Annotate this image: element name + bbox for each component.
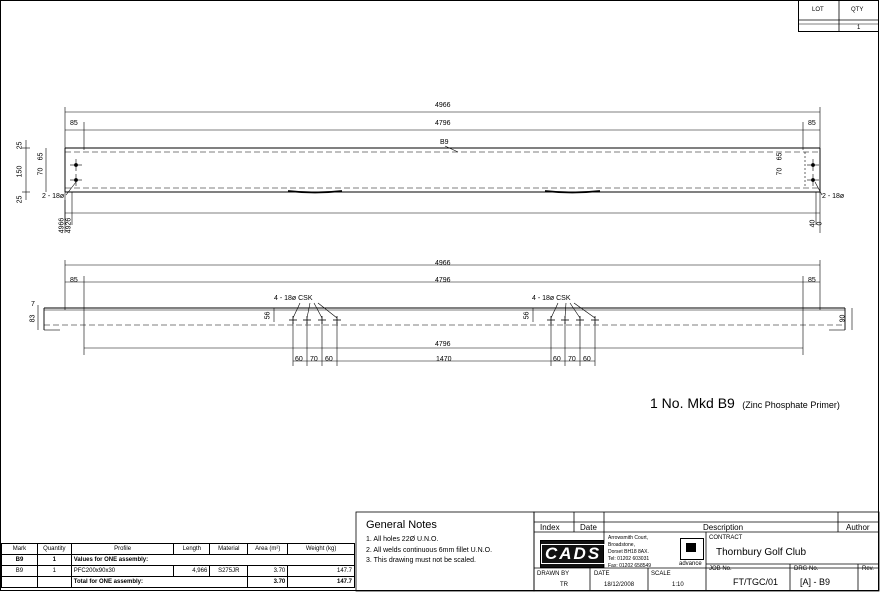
rev-label: Rev.	[862, 566, 874, 572]
table-cell: 3.70	[248, 577, 288, 588]
elev-end-dim-right: 85	[808, 277, 816, 284]
author-label: Author	[846, 523, 870, 532]
table-cell: Values for ONE assembly:	[71, 555, 354, 566]
elev-spacing-left-a: 60	[295, 356, 303, 363]
col-profile: Profile	[71, 544, 174, 555]
general-notes-title: General Notes	[366, 519, 437, 531]
scale-value: 1:10	[672, 582, 684, 588]
col-quantity: Quantity	[37, 544, 71, 555]
elev-spacing-right-c: 60	[583, 356, 591, 363]
plan-bottom-dim-a: 4966	[58, 217, 66, 234]
drg-no-label: DRG No.	[794, 566, 819, 572]
plan-left-hole-note: 2 - 18ø	[42, 193, 65, 200]
table-row	[2, 577, 355, 588]
col-length: Length	[174, 544, 210, 555]
elev-overall-dim: 4966	[435, 260, 451, 267]
mark-title-sub: (Zinc Phosphate Primer)	[742, 400, 840, 410]
plan-left-dim-mid: 150	[16, 165, 24, 178]
date-label: Date	[580, 523, 597, 532]
plan-left-dim-bottom: 25	[16, 195, 24, 204]
elev-end-dim-left: 85	[70, 277, 78, 284]
table-cell: B9	[2, 555, 38, 566]
plan-overall-dim: 4966	[435, 102, 451, 109]
col-area: Area (m²)	[248, 544, 288, 555]
col-mark: Mark	[2, 544, 38, 555]
date-field-label: DATE	[594, 571, 610, 577]
plan-bottom-dim-d: 0	[816, 221, 824, 226]
description-label: Description	[703, 523, 744, 532]
elev-bottom-inner-dim: 4796	[435, 341, 451, 348]
material-table	[1, 543, 355, 588]
qty-value: 1	[857, 25, 861, 31]
scale-label: SCALE	[651, 571, 671, 577]
plan-left-hole-dim-a: 70	[37, 167, 45, 176]
company-address: Arrowsmith Court, Broadstone, Dorset BH18 8AX. Tel: 01202 603031 Fax: 01202 658549	[608, 535, 652, 569]
elev-center-spacing: 1470	[436, 356, 452, 363]
plan-left-dim-top: 25	[16, 141, 24, 150]
plan-right-hole-note: 2 - 18ø	[822, 193, 845, 200]
plan-end-dim-left: 85	[70, 120, 78, 127]
table-cell: B9	[2, 566, 38, 577]
elev-csk-note-left: 4 - 18ø CSK	[274, 295, 313, 302]
drg-no-value: [A] - B9	[800, 577, 831, 587]
elev-right-depth-dim: 90	[839, 314, 847, 323]
elev-spacing-right-b: 70	[568, 356, 576, 363]
plan-end-dim-right: 85	[808, 120, 816, 127]
table-cell: 1	[37, 555, 71, 566]
material-table-header	[2, 544, 355, 555]
date-value: 18/12/2008	[604, 582, 635, 588]
elev-csk-note-right: 4 - 18ø CSK	[532, 295, 571, 302]
plan-bottom-dim-b: 4926	[65, 217, 73, 234]
table-cell: Total for ONE assembly:	[71, 577, 247, 588]
contract-value: Thornbury Golf Club	[716, 547, 807, 558]
drawn-by-label: DRAWN BY	[537, 571, 570, 577]
job-no-label: JOB No.	[709, 566, 732, 572]
table-cell: 3.70	[248, 566, 288, 577]
plan-right-hole-dim-a: 70	[776, 167, 784, 176]
general-note-1: 1. All holes 22Ø U.N.O.	[366, 536, 439, 543]
table-row	[2, 555, 355, 566]
plan-inner-dim: 4796	[435, 120, 451, 127]
plan-left-hole-dim-b: 65	[37, 152, 45, 161]
table-cell: PFC200x90x30	[71, 566, 174, 577]
plan-right-hole-dim-b: 65	[776, 152, 784, 161]
elev-spacing-right-a: 60	[553, 356, 561, 363]
table-cell: 147.7	[288, 566, 355, 577]
col-material: Material	[210, 544, 248, 555]
elev-inner-dim: 4796	[435, 277, 451, 284]
job-no-value: FT/TGC/01	[733, 577, 779, 587]
drawn-by-value: TR	[560, 582, 568, 588]
col-weight: Weight (kg)	[288, 544, 355, 555]
plan-bottom-dim-c: 40	[809, 219, 817, 228]
advance-logo-icon	[680, 538, 704, 560]
lot-label: LOT	[812, 7, 824, 13]
elev-csk-edge-right: 56	[523, 311, 531, 320]
elev-spacing-left-b: 70	[310, 356, 318, 363]
table-cell	[37, 577, 71, 588]
plan-mark-label: B9	[440, 139, 449, 146]
contract-label: CONTRACT	[709, 535, 743, 541]
qty-label: QTY	[851, 7, 864, 13]
elev-csk-edge-left: 56	[264, 311, 272, 320]
mark-title-main: 1 No. Mkd B9	[650, 395, 735, 411]
mark-title	[650, 396, 840, 412]
cads-logo: CADS	[540, 540, 604, 568]
table-cell	[2, 577, 38, 588]
general-note-2: 2. All welds continuous 6mm fillet U.N.O.	[366, 547, 493, 554]
table-cell: 1	[37, 566, 71, 577]
elev-small-dim-depth: 83	[29, 314, 37, 323]
elev-spacing-left-c: 60	[325, 356, 333, 363]
table-cell: 4,966	[174, 566, 210, 577]
elev-small-dim-top: 7	[31, 301, 35, 308]
table-cell: 147.7	[288, 577, 355, 588]
index-label: Index	[540, 523, 560, 532]
table-cell: S275JR	[210, 566, 248, 577]
advance-label: advance	[679, 561, 702, 567]
general-note-3: 3. This drawing must not be scaled.	[366, 557, 476, 564]
table-row	[2, 566, 355, 577]
